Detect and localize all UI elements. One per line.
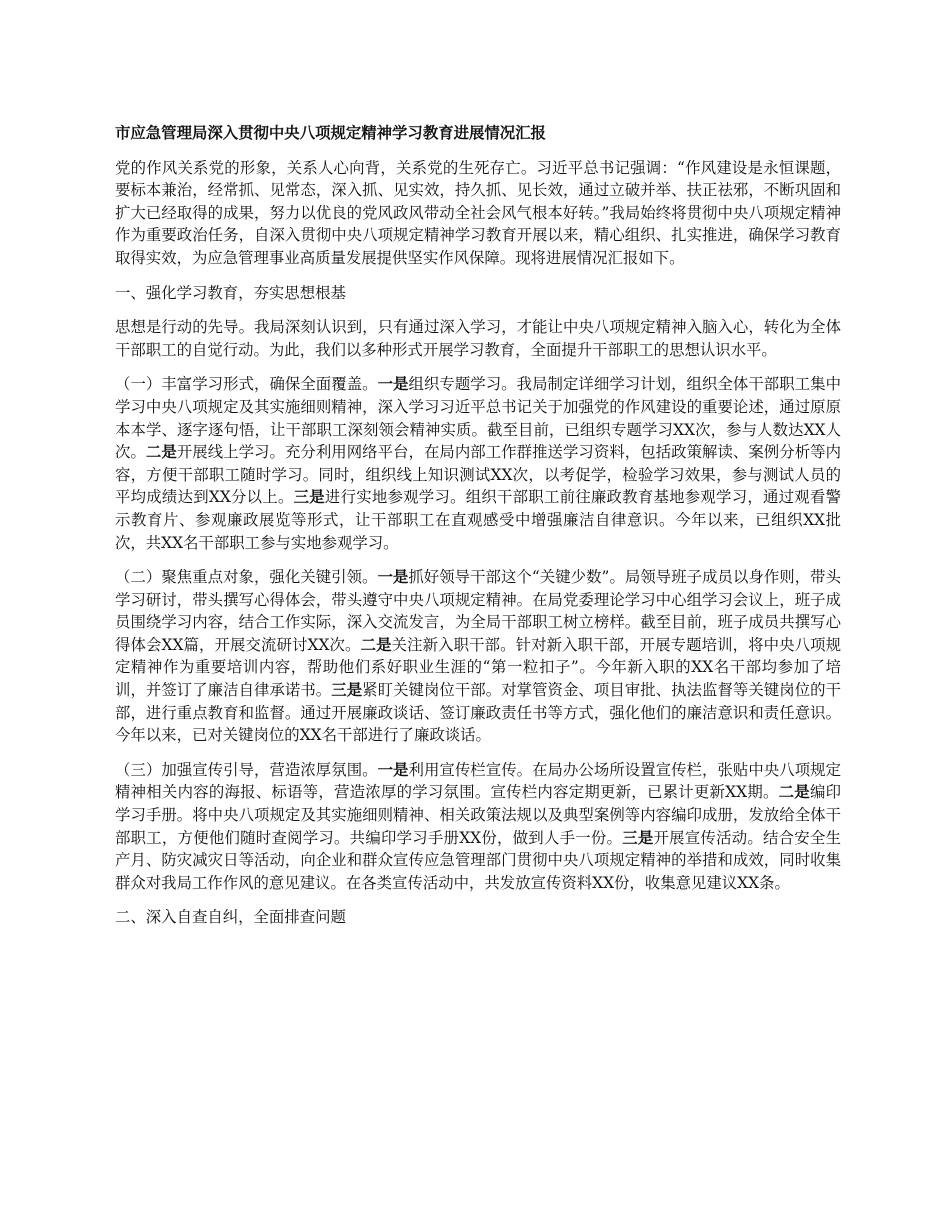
section-1-heading: 一、强化学习教育，夯实思想根基 [115, 283, 346, 302]
subsection-2-text-3: 紧盯关键岗位干部。对掌管资金、项目审批、执法监督等关键岗位的干部，进行重点教育和监督。通过开展廉政谈话、签订廉政责任书等方式，强化他们的廉洁意识和责任意识。今年以来，已对关键岗位的XX名干部进行了廉政谈话。 [115, 681, 841, 745]
marker-third: 三是 [293, 488, 325, 507]
subsection-3-text-1: 利用宣传栏宣传。在局办公场所设置宣传栏，张贴中央八项规定精神相关内容的海报、标语等，营造浓厚的学习氛围。宣传栏内容定期更新，已累计更新XX期。 [115, 760, 841, 802]
marker-second: 二是 [360, 635, 392, 654]
subsection-3-text-2: 编印学习手册。将中央八项规定及其实施细则精神、相关政策法规以及典型案例等内容编印成册，发放给全体干部职工，方便他们随时查阅学习。共编印学习手册XX份，做到人手一份。 [115, 783, 841, 847]
marker-first: 一是 [377, 760, 409, 779]
subsection-2-lead: （二）聚焦重点对象，强化关键引领。 [115, 568, 378, 587]
section-2-heading: 二、深入自查自纠，全面排查问题 [115, 908, 346, 927]
subsection-3-text-3: 开展宣传活动。结合安全生产月、防灾减灾日等活动，向企业和群众宣传应急管理部门贯彻中央八项规定精神的举措和成效，同时收集群众对我局工作作风的意见建议。在各类宣传活动中，共发放宣传资料XX份，收集意见建议XX条。 [115, 828, 841, 892]
subsection-1-paragraph [115, 373, 841, 554]
subsection-1-lead: （一）丰富学习形式，确保全面覆盖。 [115, 375, 378, 394]
subsection-1-text-2: 开展线上学习。充分利用网络平台，在局内部工作群推送学习资料，包括政策解读、案例分析等内容，方便干部职工随时学习。同时，组织线上知识测试XX次，以考促学，检验学习效果，参与测试人员的平均成绩达到XX分以上。 [115, 443, 841, 507]
marker-first: 一是 [377, 568, 409, 587]
marker-second: 二是 [778, 783, 810, 802]
subsection-2-paragraph [115, 566, 841, 747]
subsection-3-paragraph [115, 759, 841, 895]
marker-second: 二是 [145, 443, 177, 462]
intro-paragraph: 党的作风关系党的形象，关系人心向背，关系党的生死存亡。习近平总书记强调：“作风建设是永恒课题，要标本兼治，经常抓、见常态，深入抓、见实效，持久抓、见长效，通过立破并举、扶正祛邪，不断巩固和扩大已经取得的成果，努力以优良的党风政风带动全社会风气根本好转。”我局始终将贯彻中央八项规定精神作为重要政治任务，自深入贯彻中央八项规定精神学习教育开展以来，精心组织、扎实推进，确保学习教育取得实效，为应急管理事业高质量发展提供坚实作风保障。现将进展情况汇报如下。 [115, 158, 841, 267]
subsection-3-lead: （三）加强宣传引导，营造浓厚氛围。 [115, 760, 378, 779]
subsection-2-text-2: 关注新入职干部。针对新入职干部，开展专题培训，将中央八项规定精神作为重要培训内容，帮助他们系好职业生涯的“第一粒扣子”。今年新入职的XX名干部均参加了培训，并签订了廉洁自律承诺书。 [115, 635, 841, 700]
marker-third: 三是 [622, 828, 654, 847]
document-title: 市应急管理局深入贯彻中央八项规定精神学习教育进展情况汇报 [115, 124, 546, 142]
section-1-intro-paragraph: 思想是行动的先导。我局深刻认识到，只有通过深入学习，才能让中央八项规定精神入脑入心，转化为全体干部职工的自觉行动。为此，我们以多种形式开展学习教育，全面提升干部职工的思想认识水平。 [115, 318, 841, 359]
document-page [115, 122, 841, 941]
subsection-1-text-1: 组织专题学习。我局制定详细学习计划，组织全体干部职工集中学习中央八项规定及其实施细则精神，深入学习习近平总书记关于加强党的作风建设的重要论述，通过原原本本学、逐字逐句悟，让干部职工深刻领会精神实质。截至目前，已组织专题学习XX次，参与人数达XX人次。 [115, 375, 841, 462]
marker-third: 三是 [331, 681, 363, 700]
subsection-2-text-1: 抓好领导干部这个“关键少数”。局领导班子成员以身作则，带头学习研讨，带头撰写心得体会，带头遵守中央八项规定精神。在局党委理论学习中心组学习会议上，班子成员围绕学习内容，结合工作实际，深入交流发言，为全局干部职工树立榜样。截至目前，班子成员共撰写心得体会XX篇，开展交流研讨XX次。 [115, 568, 841, 654]
subsection-1-text-3: 进行实地参观学习。组织干部职工前往廉政教育基地参观学习，通过观看警示教育片、参观廉政展览等形式，让干部职工在直观感受中增强廉洁自律意识。今年以来，已组织XX批次，共XX名干部职工参与实地参观学习。 [115, 488, 841, 552]
marker-first: 一是 [377, 375, 409, 394]
